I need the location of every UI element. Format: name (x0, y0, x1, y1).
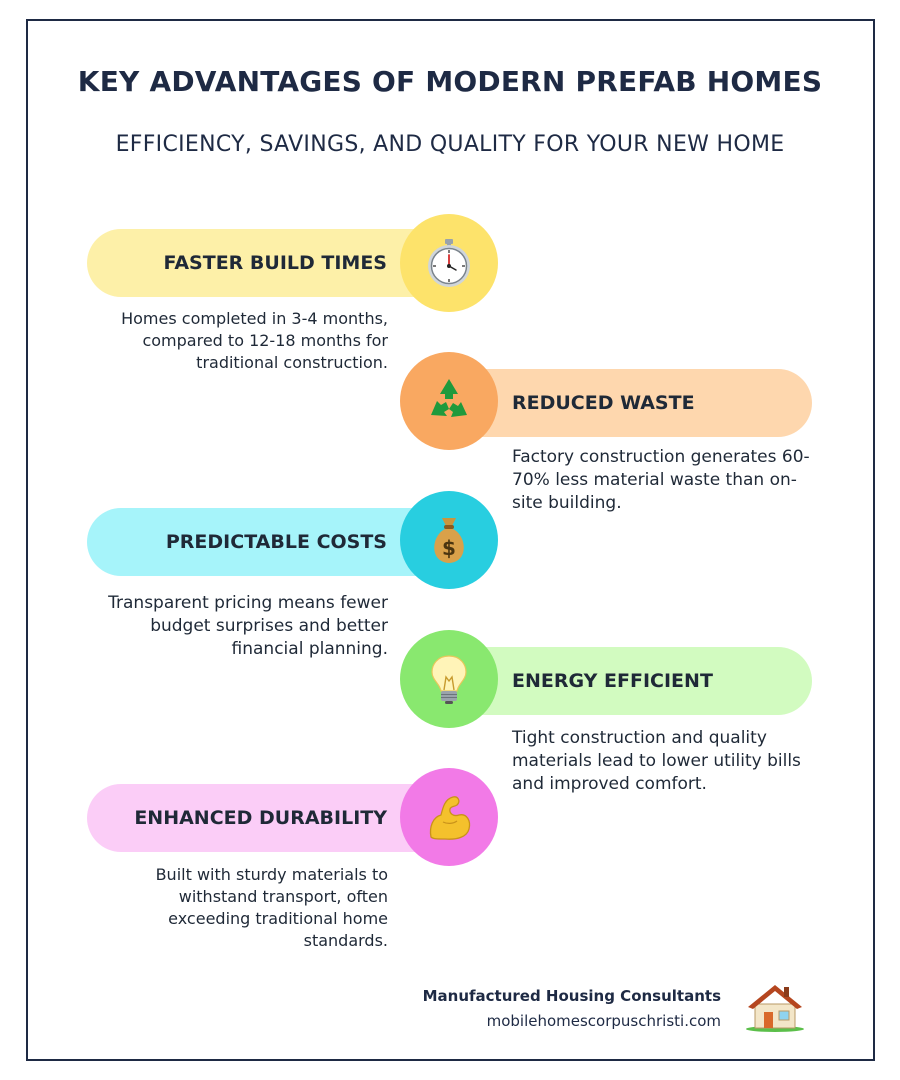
house-icon (744, 982, 806, 1032)
footer-website[interactable]: mobilehomescorpuschristi.com (486, 1012, 721, 1030)
money-bag-icon (400, 491, 498, 589)
pill-label: REDUCED WASTE (512, 392, 695, 414)
recycle-icon (400, 352, 498, 450)
footer-company-name: Manufactured Housing Consultants (422, 987, 721, 1005)
description-predictable-costs: Transparent pricing means fewer budget surprises and better financial planning. (108, 593, 388, 659)
pill-label: ENHANCED DURABILITY (134, 807, 387, 829)
page-title: KEY ADVANTAGES OF MODERN PREFAB HOMES (77, 65, 823, 98)
description-energy-efficient: Tight construction and quality materials lead to lower utility bills and improved comfort. (512, 728, 801, 794)
description-enhanced-durability: Built with sturdy materials to withstand transport, often exceeding traditional home standards. (155, 865, 388, 950)
flexed-biceps-icon (400, 768, 498, 866)
pill-label: ENERGY EFFICIENT (512, 670, 713, 692)
stopwatch-icon (400, 214, 498, 312)
pill-label: PREDICTABLE COSTS (165, 531, 387, 553)
svg-text:$: $ (442, 536, 456, 560)
description-reduced-waste: Factory construction generates 60-70% less material waste than on-site building. (512, 447, 810, 513)
page-subtitle: EFFICIENCY, SAVINGS, AND QUALITY FOR YOUR NEW HOME (115, 132, 785, 157)
light-bulb-icon (400, 630, 498, 728)
pill-label: FASTER BUILD TIMES (163, 252, 387, 274)
description-faster-build-times: Homes completed in 3-4 months, compared to 12-18 months for traditional construction. (121, 309, 388, 372)
